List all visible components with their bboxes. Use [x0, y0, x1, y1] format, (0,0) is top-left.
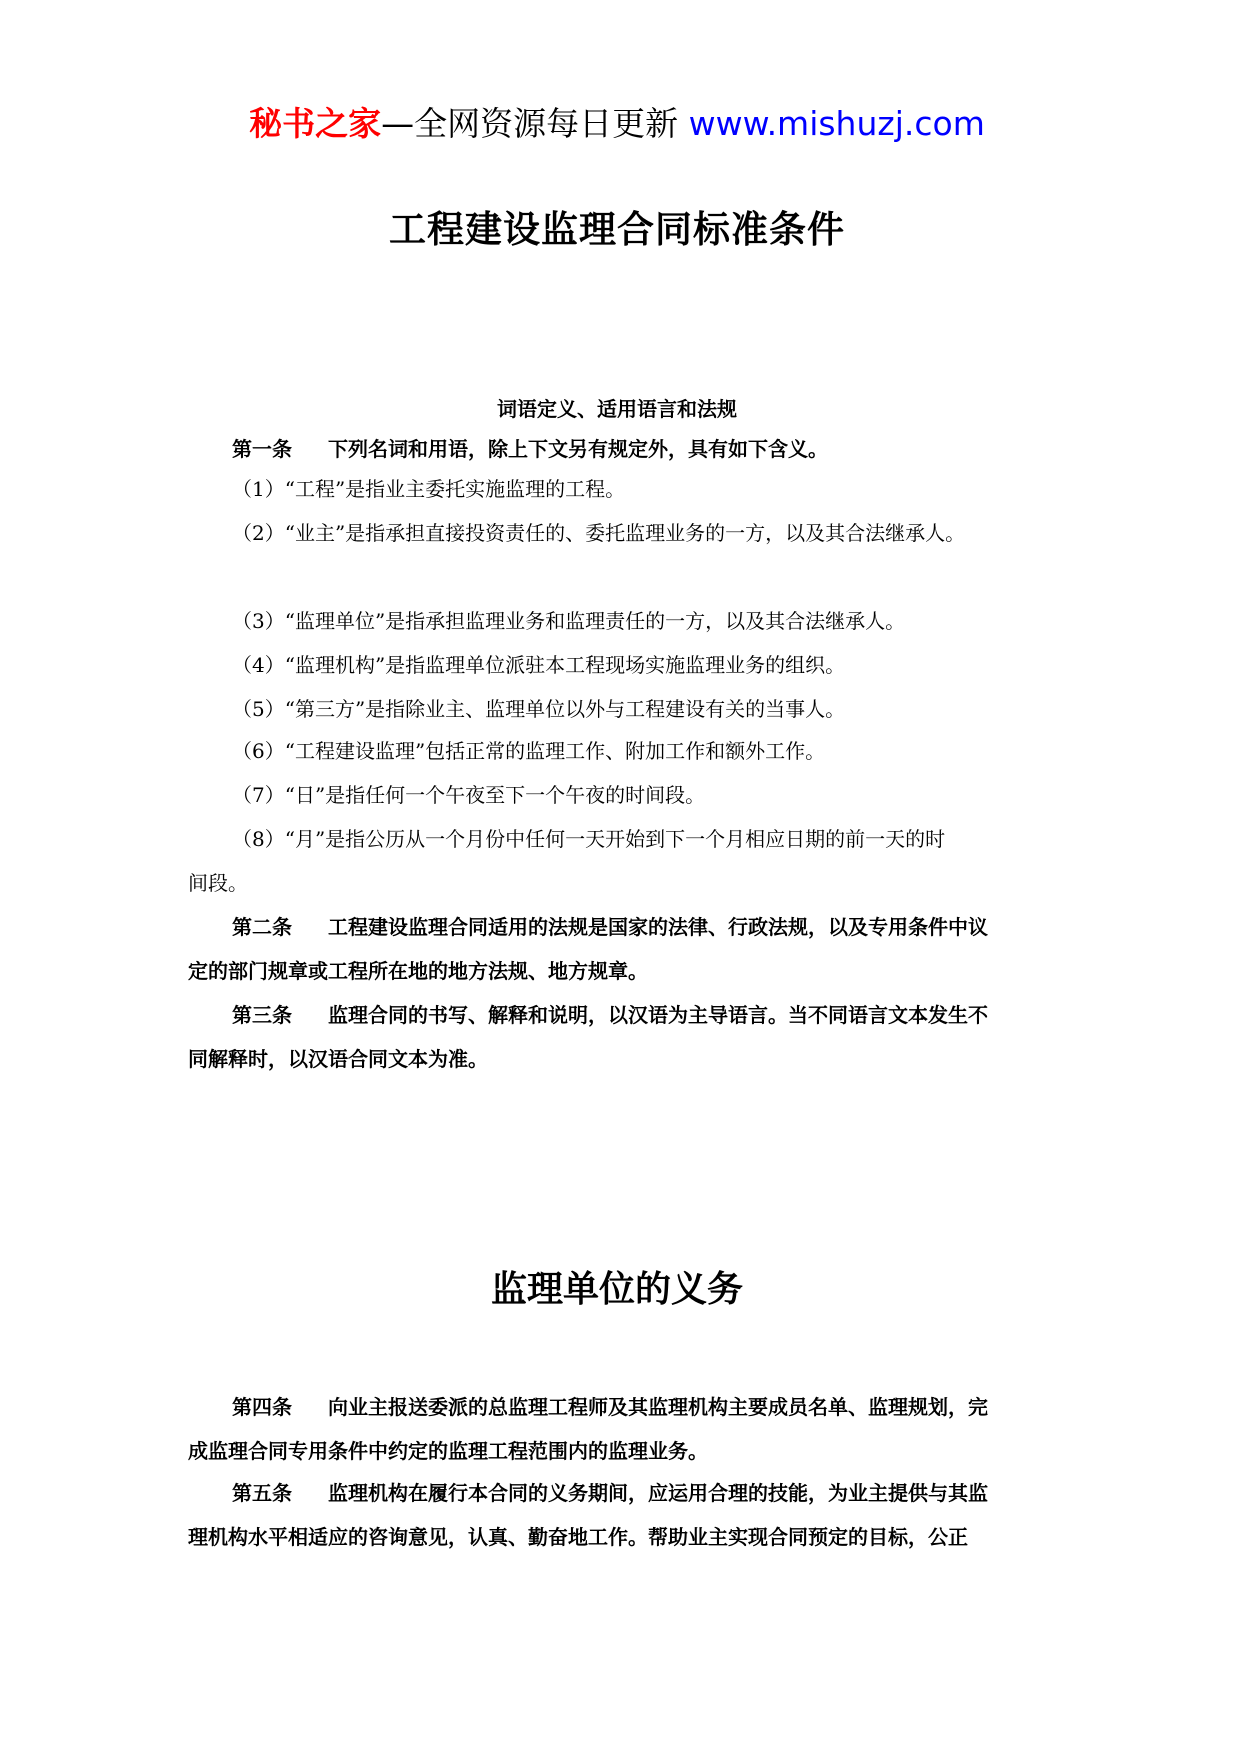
- article-4: [232, 1392, 988, 1422]
- article-text: 向业主报送委派的总监理工程师及其监理机构主要成员名单、监理规划，完: [328, 1395, 988, 1419]
- article-1: [232, 434, 828, 464]
- definition-item-8-continued: 间段。: [188, 871, 248, 895]
- article-3-continued: 同解释时，以汉语合同文本为准。: [188, 1047, 488, 1071]
- article-label: 第一条: [232, 437, 292, 461]
- section-heading-obligations: 监理单位的义务: [490, 1269, 743, 1310]
- definition-item-7: （7）“日”是指任何一个午夜至下一个午夜的时间段。: [232, 783, 706, 807]
- article-text: 监理合同的书写、解释和说明，以汉语为主导语言。当不同语言文本发生不: [328, 1003, 988, 1027]
- article-2-continued: 定的部门规章或工程所在地的地方法规、地方规章。: [188, 959, 648, 983]
- article-label: 第二条: [232, 915, 292, 939]
- article-5-continued: 理机构水平相适应的咨询意见，认真、勤奋地工作。帮助业主实现合同预定的目标，公正: [188, 1525, 968, 1549]
- definition-item-1: （1）“工程”是指业主委托实施监理的工程。: [232, 477, 626, 501]
- article-text: 工程建设监理合同适用的法规是国家的法律、行政法规，以及专用条件中议: [328, 915, 988, 939]
- article-4-continued: 成监理合同专用条件中约定的监理工程范围内的监理业务。: [188, 1439, 708, 1463]
- banner-url-link[interactable]: www.mishuzj.com: [688, 104, 985, 143]
- document-title: 工程建设监理合同标准条件: [389, 208, 845, 251]
- article-label: 第五条: [232, 1481, 292, 1505]
- definition-item-6: （6）“工程建设监理”包括正常的监理工作、附加工作和额外工作。: [232, 739, 826, 763]
- banner-separator: —: [381, 104, 415, 143]
- article-label: 第四条: [232, 1395, 292, 1419]
- definition-item-8: （8）“月”是指公历从一个月份中任何一天开始到下一个月相应日期的前一天的时: [232, 827, 946, 851]
- article-label: 第三条: [232, 1003, 292, 1027]
- definition-item-2: （2）“业主”是指承担直接投资责任的、委托监理业务的一方，以及其合法继承人。: [232, 521, 966, 545]
- banner-slogan: 全网资源每日更新: [414, 104, 679, 143]
- article-5: [232, 1478, 988, 1508]
- section-heading-definitions: 词语定义、适用语言和法规: [497, 397, 737, 421]
- article-2: [232, 912, 988, 942]
- article-text: 监理机构在履行本合同的义务期间，应运用合理的技能，为业主提供与其监: [328, 1481, 988, 1505]
- definition-item-5: （5）“第三方”是指除业主、监理单位以外与工程建设有关的当事人。: [232, 697, 846, 721]
- definition-item-4: （4）“监理机构”是指监理单位派驻本工程现场实施监理业务的组织。: [232, 653, 846, 677]
- article-text: 下列名词和用语，除上下文另有规定外，具有如下含义。: [328, 437, 828, 461]
- banner-brand: 秘书之家: [249, 104, 382, 143]
- site-banner: [0, 102, 1234, 146]
- definition-item-3: （3）“监理单位”是指承担监理业务和监理责任的一方，以及其合法继承人。: [232, 609, 906, 633]
- article-3: [232, 1000, 988, 1030]
